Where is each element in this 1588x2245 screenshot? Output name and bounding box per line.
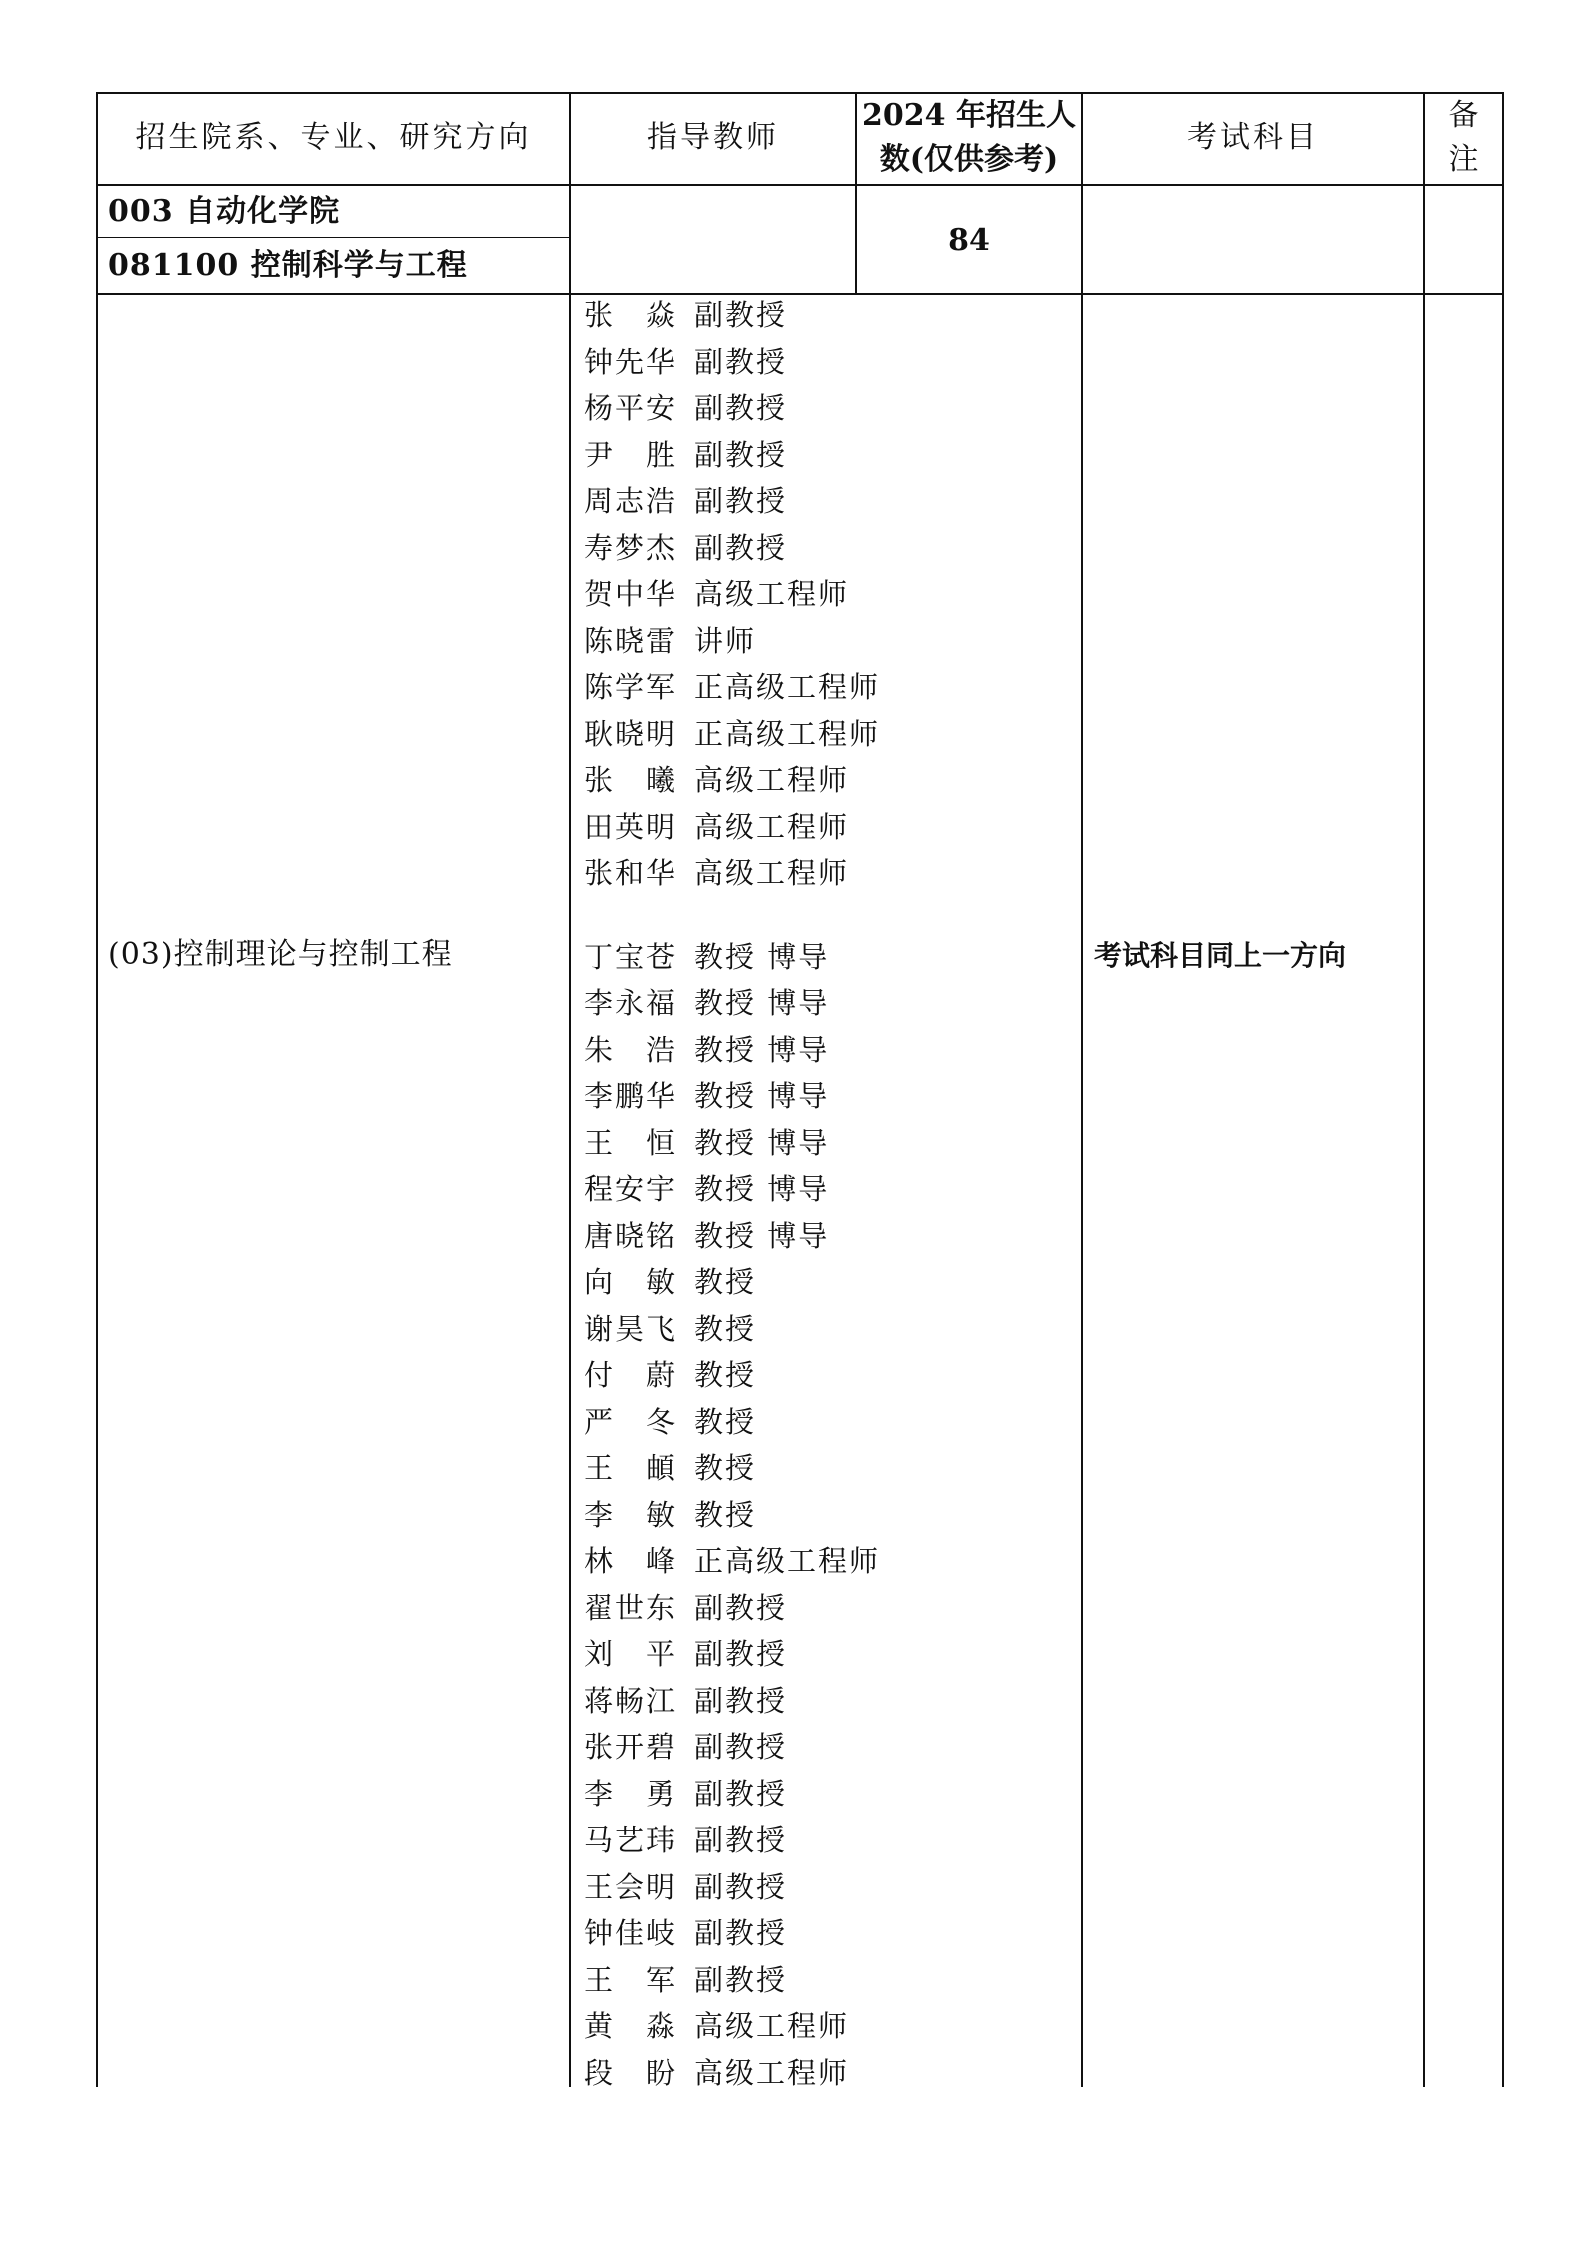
col1-right-border [569, 92, 571, 2087]
teacher-title: 副教授 [694, 484, 788, 518]
teacher-name: 张 曦 [584, 763, 678, 797]
teacher-title: 副教授 [694, 1962, 788, 1997]
list-item [584, 1166, 880, 1213]
header-supervisor: 指导教师 [647, 120, 779, 155]
teacher-name: 黄 淼 [584, 2009, 678, 2043]
list-item [584, 804, 880, 851]
teacher-name: 蒋畅江 [584, 1683, 678, 1718]
list-item [584, 1678, 880, 1725]
list-item [584, 1910, 880, 1957]
teacher-title: 正高级工程师 [694, 670, 881, 704]
teacher-name: 严 冬 [584, 1404, 678, 1439]
teacher-name: 向 敏 [584, 1265, 678, 1299]
header-enrollment-line2: 数(仅供参考) [879, 142, 1059, 177]
teacher-name: 陈学军 [584, 670, 678, 704]
list-item [584, 1631, 880, 1678]
col4-right-border [1423, 92, 1425, 2087]
teacher-title: 副教授 [694, 344, 788, 379]
teacher-name: 钟先华 [584, 344, 678, 379]
teacher-title: 教授 博导 [694, 986, 830, 1020]
teacher-name: 马艺玮 [584, 1823, 678, 1857]
teacher-name: 钟佳岐 [584, 1916, 678, 1950]
teacher-name: 王 恒 [584, 1125, 678, 1160]
header-department: 招生院系、专业、研究方向 [135, 120, 532, 155]
teacher-name: 谢昊飞 [584, 1311, 678, 1346]
teacher-name: 王 军 [584, 1962, 678, 1997]
list-item [584, 571, 880, 618]
enrollment-count: 84 [948, 223, 990, 258]
teacher-name: 李 勇 [584, 1776, 678, 1811]
teacher-title: 讲师 [694, 623, 757, 658]
teacher-name: 陈晓雷 [584, 623, 678, 658]
header-enrollment-line1: 2024 年招生人 [862, 98, 1076, 133]
teacher-name: 贺中华 [584, 577, 678, 611]
list-item [584, 1027, 880, 1074]
teacher-title: 副教授 [694, 437, 788, 472]
teacher-title: 教授 [694, 1404, 757, 1439]
list-item [584, 618, 880, 665]
list-item [584, 1399, 880, 1446]
teacher-title: 正高级工程师 [694, 716, 881, 751]
list-item [584, 2050, 880, 2097]
list-item [584, 711, 880, 758]
teacher-name: 杨平安 [584, 391, 678, 425]
teacher-name: 尹 胜 [584, 437, 678, 472]
header-bottom-border [96, 184, 1504, 186]
teacher-title: 高级工程师 [694, 856, 850, 890]
teacher-name: 张和华 [584, 856, 678, 890]
teacher-name: 翟世东 [584, 1590, 678, 1625]
teacher-title: 副教授 [694, 1776, 788, 1811]
list-item [584, 1771, 880, 1818]
teacher-title: 高级工程师 [694, 809, 850, 844]
list-item [584, 1585, 880, 1632]
teacher-title: 副教授 [694, 1637, 788, 1671]
teacher-name: 段 盼 [584, 2055, 678, 2090]
teacher-title: 高级工程师 [694, 2055, 850, 2090]
table-left-border [96, 92, 98, 2087]
teacher-title: 副教授 [694, 1823, 788, 1857]
department-name: 003 自动化学院 [108, 194, 341, 229]
teacher-name: 耿晓明 [584, 716, 678, 751]
teacher-title: 教授 博导 [694, 1032, 830, 1067]
list-item [584, 385, 880, 432]
list-item [584, 1724, 880, 1771]
teacher-name: 李鹏华 [584, 1079, 678, 1113]
list-item [584, 1817, 880, 1864]
list-item [584, 850, 880, 897]
teacher-name: 程安宇 [584, 1172, 678, 1206]
list-item [584, 1492, 880, 1539]
teacher-title: 副教授 [694, 391, 788, 425]
list-item [584, 1073, 880, 1120]
teacher-title: 教授 [694, 1265, 757, 1299]
list-item [584, 1120, 880, 1167]
list-item [584, 478, 880, 525]
list-item [584, 1538, 880, 1585]
teacher-title: 副教授 [694, 298, 788, 332]
list-item [584, 757, 880, 804]
teacher-title: 教授 博导 [694, 1079, 830, 1113]
teacher-name: 丁宝苍 [584, 939, 678, 974]
list-item [584, 292, 880, 339]
teacher-name: 朱 浩 [584, 1032, 678, 1067]
list-item [584, 1259, 880, 1306]
table-top-border [96, 92, 1504, 94]
list-item [584, 934, 880, 981]
teacher-title: 教授 博导 [694, 1218, 830, 1253]
list-item [584, 664, 880, 711]
teacher-title: 副教授 [694, 1683, 788, 1718]
header-exam-subjects: 考试科目 [1187, 120, 1319, 155]
teacher-name: 张 焱 [584, 298, 678, 332]
teacher-name: 唐晓铭 [584, 1218, 678, 1253]
major-name: 081100 控制科学与工程 [108, 248, 468, 283]
teacher-title: 教授 博导 [694, 939, 830, 974]
teacher-name: 刘 平 [584, 1637, 678, 1671]
teacher-name: 寿梦杰 [584, 530, 678, 565]
list-item [584, 1352, 880, 1399]
teacher-title: 教授 [694, 1497, 757, 1532]
teacher-title: 副教授 [694, 1730, 788, 1764]
supervisor-list [584, 292, 880, 2096]
list-item [584, 432, 880, 479]
list-item [584, 1445, 880, 1492]
teacher-title: 教授 博导 [694, 1172, 830, 1206]
teacher-name: 林 峰 [584, 1544, 678, 1578]
teacher-name: 王会明 [584, 1869, 678, 1904]
teacher-title: 教授 博导 [694, 1125, 830, 1160]
teacher-name: 李 敏 [584, 1497, 678, 1532]
list-item [584, 1957, 880, 2004]
list-item [584, 1213, 880, 1260]
header-remarks-line2: 注 [1448, 142, 1479, 177]
teacher-title: 教授 [694, 1451, 757, 1485]
department-divider [96, 237, 570, 238]
list-item [584, 525, 880, 572]
header-remarks-line1: 备 [1448, 98, 1479, 133]
teacher-name: 李永福 [584, 986, 678, 1020]
teacher-name: 张开碧 [584, 1730, 678, 1764]
teacher-title: 正高级工程师 [694, 1544, 881, 1578]
list-item [584, 980, 880, 1027]
teacher-title: 高级工程师 [694, 2009, 850, 2043]
teacher-name: 周志浩 [584, 484, 678, 518]
teacher-title: 副教授 [694, 530, 788, 565]
teacher-title: 高级工程师 [694, 763, 850, 797]
teacher-title: 副教授 [694, 1590, 788, 1625]
exam-subjects-note: 考试科目同上一方向 [1094, 939, 1347, 972]
teacher-name: 王 頔 [584, 1451, 678, 1485]
teacher-title: 副教授 [694, 1916, 788, 1950]
teacher-title: 教授 [694, 1358, 757, 1392]
list-item [584, 339, 880, 386]
teacher-title: 教授 [694, 1311, 757, 1346]
list-item [584, 2003, 880, 2050]
table-right-border [1502, 92, 1504, 2087]
teacher-title: 高级工程师 [694, 577, 850, 611]
teacher-name: 付 蔚 [584, 1358, 678, 1392]
enrollment-table [96, 92, 1504, 2090]
teacher-name: 田英明 [584, 809, 678, 844]
col3-right-border [1081, 92, 1083, 2087]
research-direction: (03)控制理论与控制工程 [108, 937, 453, 972]
list-item [584, 1864, 880, 1911]
list-item [584, 1306, 880, 1353]
teacher-title: 副教授 [694, 1869, 788, 1904]
